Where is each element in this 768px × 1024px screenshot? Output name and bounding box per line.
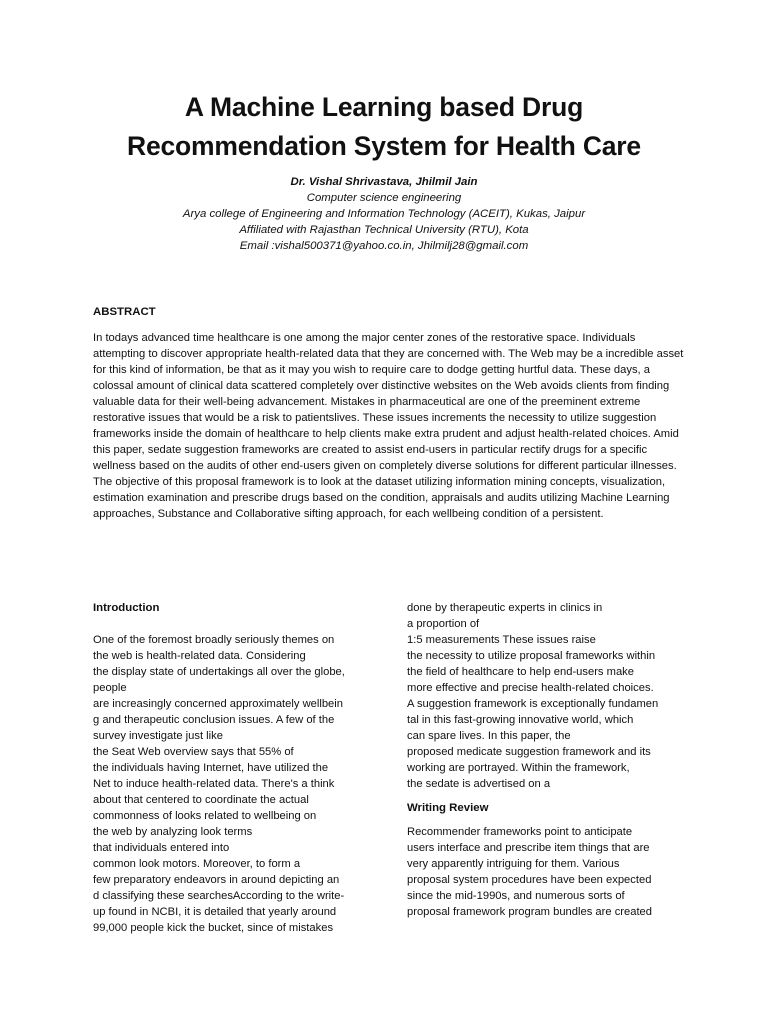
text-line: g and therapeutic conclusion issues. A few of the (93, 714, 335, 726)
text-line: more effective and precise health-related choices. (407, 682, 654, 694)
text-line: very apparently intriguing for them. Various (407, 858, 620, 870)
author-names: Dr. Vishal Shrivastava, Jhilmil Jain (290, 176, 478, 188)
text-line: few preparatory endeavors in around depicting an (93, 874, 340, 886)
text-line: proposal system procedures have been expected (407, 874, 652, 886)
text-line: the display state of undertakings all over the globe, (93, 666, 345, 678)
text-line: proposal framework program bundles are created (407, 906, 653, 918)
text-line: Net to induce health-related data. There's a think (93, 778, 335, 790)
title-line: A Machine Learning based Drug (184, 92, 584, 122)
text-line: a proportion of (407, 618, 480, 630)
text-line: tal in this fast-growing innovative world, which (407, 714, 634, 726)
text-line: the web is health-related data. Considering (93, 650, 306, 662)
text-line: done by therapeutic experts in clinics in (407, 602, 603, 614)
text-line: One of the foremost broadly seriously themes on (93, 634, 335, 646)
title-line: Recommendation System for Health Care (127, 131, 641, 161)
text-line: the web by analyzing look terms (93, 826, 253, 838)
text-line: about that centered to coordinate the actual (93, 794, 309, 806)
text-line: proposed medicate suggestion framework and its (407, 746, 651, 758)
writing-review-heading: Writing Review (407, 802, 489, 814)
text-line: the Seat Web overview says that 55% of (93, 746, 294, 758)
paper-title (60, 88, 708, 166)
text-line: up found in NCBI, it is detailed that yearly around (93, 906, 337, 918)
text-line: people (93, 682, 127, 694)
text-line: 1:5 measurements These issues raise (407, 634, 596, 646)
text-line: the sedate is advertised on a (407, 778, 551, 790)
affiliation-line: Affiliated with Rajasthan Technical University (RTU), Kota (239, 224, 529, 236)
affiliation-line: Arya college of Engineering and Information Technology (ACEIT), Kukas, Jaipur (182, 208, 586, 220)
text-line: the field of healthcare to help end-users make (407, 666, 634, 678)
text-line: are increasingly concerned approximately wellbein (93, 698, 343, 710)
text-line: users interface and prescribe item things that are (407, 842, 650, 854)
text-line: 99,000 people kick the bucket, since of mistakes (93, 922, 334, 934)
right-column (407, 600, 679, 920)
author-block (60, 174, 708, 254)
email-line: Email :vishal500371@yahoo.co.in, Jhilmilj28@gmail.com (239, 240, 529, 252)
text-line: A suggestion framework is exceptionally fundamen (407, 698, 659, 710)
left-column (93, 600, 365, 936)
writing-review-text (407, 824, 679, 920)
text-line: working are portrayed. Within the framework, (407, 762, 630, 774)
text-line: since the mid-1990s, and numerous sorts of (407, 890, 625, 902)
affiliation-line: Computer science engineering (306, 192, 462, 204)
abstract-heading: ABSTRACT (93, 306, 156, 318)
introduction-continued-text (407, 600, 679, 792)
introduction-text (93, 632, 365, 936)
abstract-text: In todays advanced time healthcare is one among the major center zones of the restorative space. Individuals attempting to discover appropriate health-related data that they are concerned with. The Web may be a incredible asset for this kind of information, be that as it may you wish to require care to dodge getting hurtful data. These days, a colossal amount of clinical data scattered completely over distinctive websites on the Web avoids clients from finding valuable data for their well-being advancement. Mistakes in pharmaceutical are one of the preeminent extreme restorative issues that would be a risk to patientslives. These issues increments the necessity to utilize suggestion frameworks inside the domain of healthcare to help clients make extra prudent and adjust health-related choices. Amid this paper, sedate suggestion frameworks are created to assist end-users in particular rectify drugs for a specific wellness based on the audits of other end-users given on completely diverse solutions for different particular illnesses. The objective of this proposal framework is to look at the dataset utilizing information mining concepts, visualization, estimation examination and prescribe drugs based on the condition, appraisals and audits utilizing Machine Learning approaches, Substance and Collaborative sifting approach, for each wellbeing condition of a persistent. (93, 332, 684, 520)
text-line: the individuals having Internet, have utilized the (93, 762, 329, 774)
text-line: d classifying these searchesAccording to the write- (93, 890, 345, 902)
text-line: commonness of looks related to wellbeing on (93, 810, 317, 822)
text-line: the necessity to utilize proposal frameworks within (407, 650, 656, 662)
text-line: survey investigate just like (93, 730, 223, 742)
text-line: that individuals entered into (93, 842, 230, 854)
text-line: Recommender frameworks point to anticipate (407, 826, 633, 838)
text-line: common look motors. Moreover, to form a (93, 858, 301, 870)
text-line: can spare lives. In this paper, the (407, 730, 571, 742)
introduction-heading: Introduction (93, 602, 160, 614)
